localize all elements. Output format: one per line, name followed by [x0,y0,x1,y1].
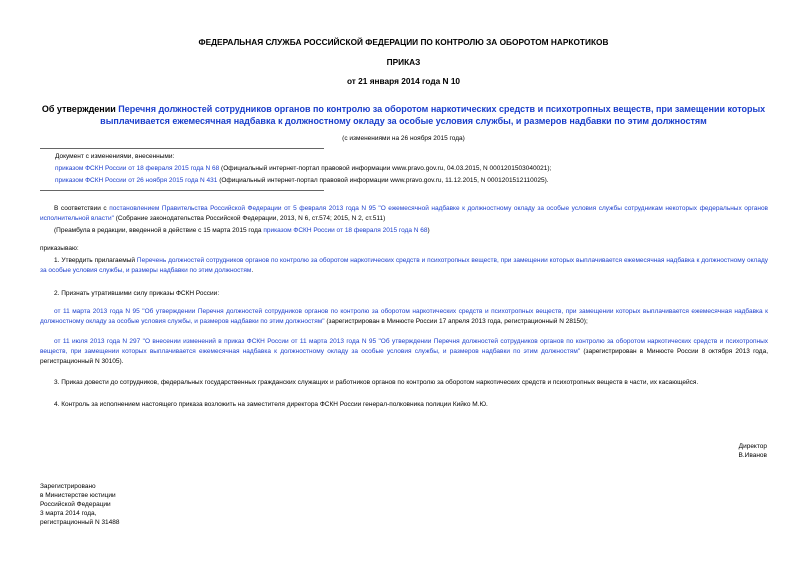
title-link[interactable]: Перечня должностей сотрудников органов по контролю за оборотом наркотических средств и психотропных веществ, при замещении которых выплачивается ежемесячная надбавка к должностному окладу за особые условия службы, и размеров надбавки по этим должностям [100,104,766,126]
item-2: 2. Признать утратившими силу приказы ФСКН России: [54,290,220,297]
divider-top [40,148,324,149]
item-2b: от 11 июля 2013 года N 297 "О внесении изменений в приказ ФСКН России от 11 марта 2013 года N 95 "Об утверждении Перечня должностей сотрудников органов по контролю за оборотом наркотических средств и психотропных веществ, при замещении которых выплачивается ежемесячная надбавка к должностному окладу за особые условия службы, и размеров надбавки по этим должностям" (зарегистрирован в Минюсте России 8 октября 2013 года, регистрационный N 30105). [40,338,768,365]
amendment-link[interactable]: приказом ФСКН России от 26 ноября 2015 года N 431 [55,177,218,184]
doc-type: ПРИКАЗ [386,57,421,67]
registration-block [40,482,120,527]
signature-name: В.Иванов [738,451,767,459]
signature-block [739,443,767,460]
amendment-item: приказом ФСКН России от 18 февраля 2015 года N 68 (Официальный интернет-портал правовой информации www.pravo.gov.ru, 04.03.2015, N 0001201503040021); [55,165,552,172]
registration-line: в Министерстве юстиции [40,492,116,499]
item-1-link[interactable]: Перечень должностей сотрудников органов по контролю за оборотом наркотических средств и психотропных веществ, при замещении которых выплачивается ежемесячная надбавка к должностному окладу за особые условия службы, и размеры надбавки по этим должностям [40,257,768,274]
signature-position: Директор [738,443,767,450]
preamble-note: (Преамбула в редакции, введенной в действие с 15 марта 2015 года приказом ФСКН России от 18 февраля 2015 года N 68) [54,227,430,234]
item-2a: от 11 марта 2013 года N 95 "Об утверждении Перечня должностей сотрудников органов по контролю за оборотом наркотических средств и психотропных веществ, при замещении которых выплачивается ежемесячная надбавка к должностному окладу за особые условия службы, и размеров надбавки по этим должностям" (зарегистрирован в Минюсте России 17 апреля 2013 года, регистрационный N 28150); [40,308,768,325]
item-2a-link[interactable]: от 11 марта 2013 года N 95 "Об утверждении Перечня должностей сотрудников органов по контролю за оборотом наркотических средств и психотропных веществ, при замещении которых выплачивается ежемесячная надбавка к должностному окладу за особые условия службы, и размеров надбавки по этим должностям" [40,308,768,325]
amendments-heading: Документ с изменениями, внесенными: [55,153,175,160]
registration-line: регистрационный N 31488 [40,519,120,526]
changes-note: (с изменениями на 26 ноября 2015 года) [342,135,465,142]
amendment-link[interactable]: приказом ФСКН России от 18 февраля 2015 года N 68 [55,165,220,172]
agency-name: ФЕДЕРАЛЬНАЯ СЛУЖБА РОССИЙСКОЙ ФЕДЕРАЦИИ ПО КОНТРОЛЮ ЗА ОБОРОТОМ НАРКОТИКОВ [198,37,609,47]
title-prefix: Об утверждении [41,104,119,114]
registration-line: Российской Федерации [40,501,111,508]
doc-title [20,103,787,127]
item-2b-link[interactable]: от 11 июля 2013 года N 297 "О внесении изменений в приказ ФСКН России от 11 марта 2013 года N 95 "Об утверждении Перечня должностей сотрудников органов по контролю за оборотом наркотических средств и психотропных веществ, при замещении которых выплачивается ежемесячная надбавка к должностному окладу за особые условия службы, и размеров надбавки по этим должностям" [40,338,768,355]
item-4: 4. Контроль за исполнением настоящего приказа возложить на заместителя директора ФСКН России генерал-полковника полиции Кийко М.Ю. [54,401,488,408]
item-3: 3. Приказ довести до сотрудников, федеральных государственных гражданских служащих и работников органов по контролю за оборотом наркотических средств и психотропных веществ в части, их касающейся. [54,379,699,386]
order-word: приказываю: [40,245,79,252]
amendment-item: приказом ФСКН России от 26 ноября 2015 года N 431 (Официальный интернет-портал правовой информации www.pravo.gov.ru, 11.12.2015, N 0001201512110025). [55,177,549,184]
preamble-link[interactable]: постановлением Правительства Российской Федерации от 5 февраля 2013 года N 95 "О ежемесячной надбавке к должностному окладу за особые условия службы сотрудникам некоторых федеральных органов исполнительной власти" [40,205,769,222]
registration-line: Зарегистрировано [40,483,96,490]
registration-line: 3 марта 2014 года, [40,510,97,517]
item-1: 1. Утвердить прилагаемый Перечень должностей сотрудников органов по контролю за оборотом наркотических средств и психотропных веществ, при замещении которых выплачивается ежемесячная надбавка к должностному окладу за особые условия службы, и размеры надбавки по этим должностям. [40,257,768,274]
preamble-note-link[interactable]: приказом ФСКН России от 18 февраля 2015 года N 68 [263,227,428,234]
preamble: В соответствии с постановлением Правительства Российской Федерации от 5 февраля 2013 года N 95 "О ежемесячной надбавке к должностному окладу за особые условия службы сотрудникам некоторых федеральных органов исполнительной власти" (Собрание законодательства Российской Федерации, 2013, N 6, ст.574; 2015, N 2, ст.511) [40,205,769,222]
divider-bottom [40,190,324,191]
doc-date: от 21 января 2014 года N 10 [346,76,461,86]
